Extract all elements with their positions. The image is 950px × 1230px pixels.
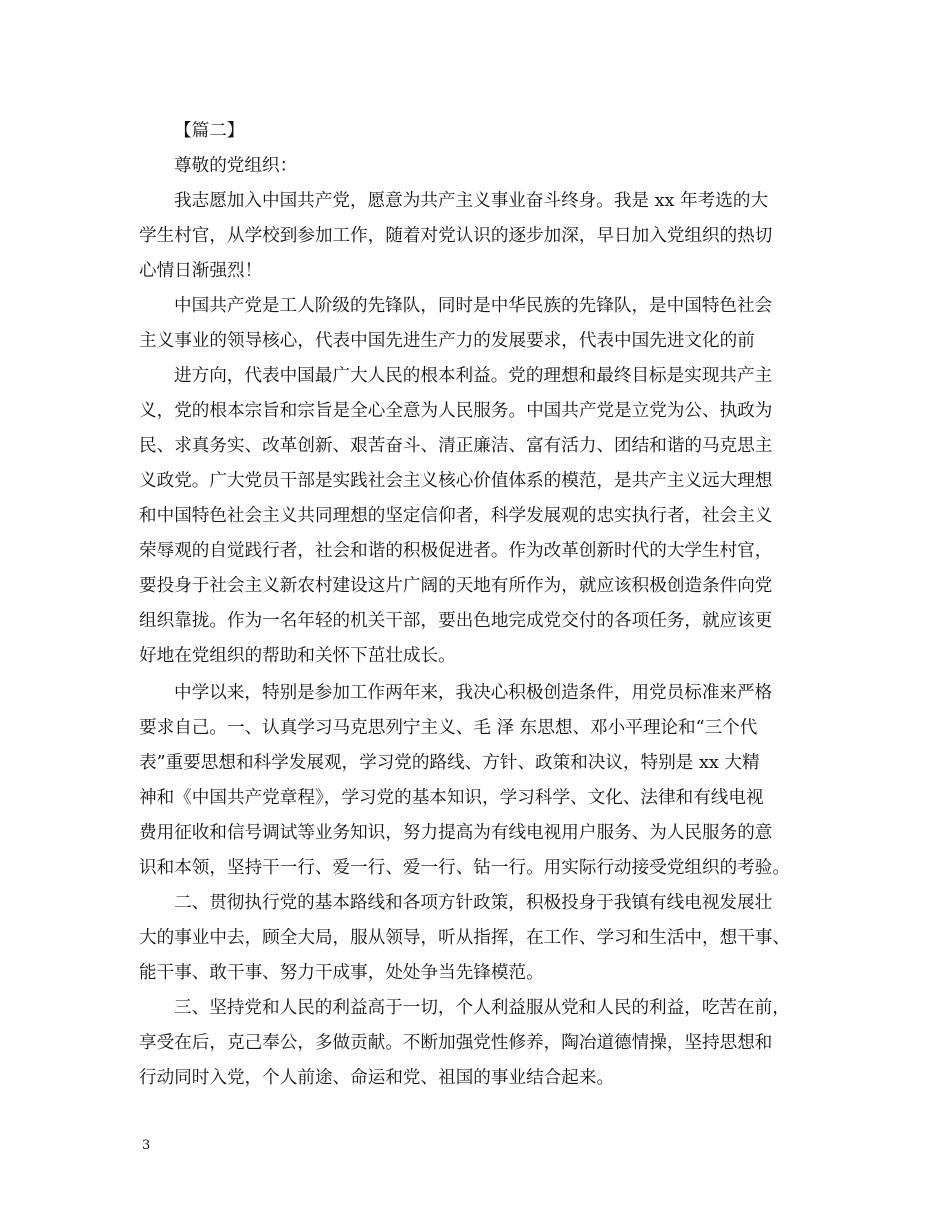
paragraph-line: 我志愿加入中国共产党，愿意为共产主义事业奋斗终身。我是 xx 年考选的大 [174, 191, 769, 211]
page-number: 3 [142, 1138, 151, 1153]
paragraph-line: 好地在党组织的帮助和关怀下茁壮成长。 [139, 646, 456, 666]
paragraph-line: 荣辱观的自觉践行者，社会和谐的积极促进者。作为改革创新时代的大学生村官， [139, 541, 773, 561]
paragraph-line: 三、坚持党和人民的利益高于一切，个人利益服从党和人民的利益，吃苦在前， [174, 998, 790, 1018]
paragraph-line: 识和本领，坚持干一行、爱一行、爱一行、钻一行。用实际行动接受党组织的考验。 [139, 858, 790, 878]
paragraph-line: 行动同时入党，个人前途、命运和党、祖国的事业结合起来。 [139, 1068, 615, 1088]
paragraph-line: 表”重要思想和科学发展观，学习党的路线、方针、政策和决议，特别是 xx 大精 [139, 753, 760, 773]
paragraph-line: 和中国特色社会主义共同理想的坚定信仰者，科学发展观的忠实执行者，社会主义 [139, 506, 773, 526]
paragraph-line: 义政党。广大党员干部是实践社会主义核心价值体系的模范，是共产主义远大理想 [139, 471, 773, 491]
paragraph-line: 中国共产党是工人阶级的先锋队，同时是中华民族的先锋队，是中国特色社会 [174, 296, 773, 316]
paragraph-line: 神和《中国共产党章程》，学习党的基本知识，学习科学、文化、法律和有线电视 [139, 788, 764, 808]
salutation: 尊敬的党组织： [174, 156, 298, 176]
paragraph-line: 学生村官，从学校到参加工作，随着对党认识的逐步加深，早日加入党组织的热切 [139, 226, 773, 246]
paragraph-line: 主义事业的领导核心，代表中国先进生产力的发展要求，代表中国先进文化的前 [139, 331, 755, 351]
paragraph-line: 二、贯彻执行党的基本路线和各项方针政策，积极投身于我镇有线电视发展壮 [174, 893, 773, 913]
paragraph-line: 义，党的根本宗旨和宗旨是全心全意为人民服务。中国共产党是立党为公、执政为 [139, 401, 773, 421]
paragraph-line: 中学以来，特别是参加工作两年来，我决心积极创造条件，用党员标准来严格 [174, 683, 773, 703]
paragraph-line: 进方向，代表中国最广大人民的根本利益。党的理想和最终目标是实现共产主 [174, 366, 773, 386]
paragraph-line: 组织靠拢。作为一名年轻的机关干部，要出色地完成党交付的各项任务，就应该更 [139, 611, 773, 631]
paragraph-line: 享受在后，克己奉公，多做贡献。不断加强党性修养，陶冶道德情操，坚持思想和 [139, 1033, 773, 1053]
paragraph-line: 民、求真务实、改革创新、艰苦奋斗、清正廉洁、富有活力、团结和谐的马克思主 [139, 436, 773, 456]
paragraph-line: 大的事业中去，顾全大局，服从领导，听从指挥，在工作、学习和生活中，想干事、 [139, 928, 790, 948]
paragraph-line: 要求自己。一、认真学习马克思列宁主义、毛 泽 东思想、邓小平理论和“三个代 [139, 718, 758, 738]
paragraph-line: 心情日渐强烈！ [139, 261, 263, 281]
paragraph-line: 要投身于社会主义新农村建设这片广阔的天地有所作为，就应该积极创造条件向党 [139, 576, 773, 596]
paragraph-line: 费用征收和信号调试等业务知识，努力提高为有线电视用户服务、为人民服务的意 [139, 823, 773, 843]
section-heading: 【篇二】 [174, 121, 245, 141]
paragraph-line: 能干事、敢干事、努力干成事，处处争当先锋模范。 [139, 963, 544, 983]
